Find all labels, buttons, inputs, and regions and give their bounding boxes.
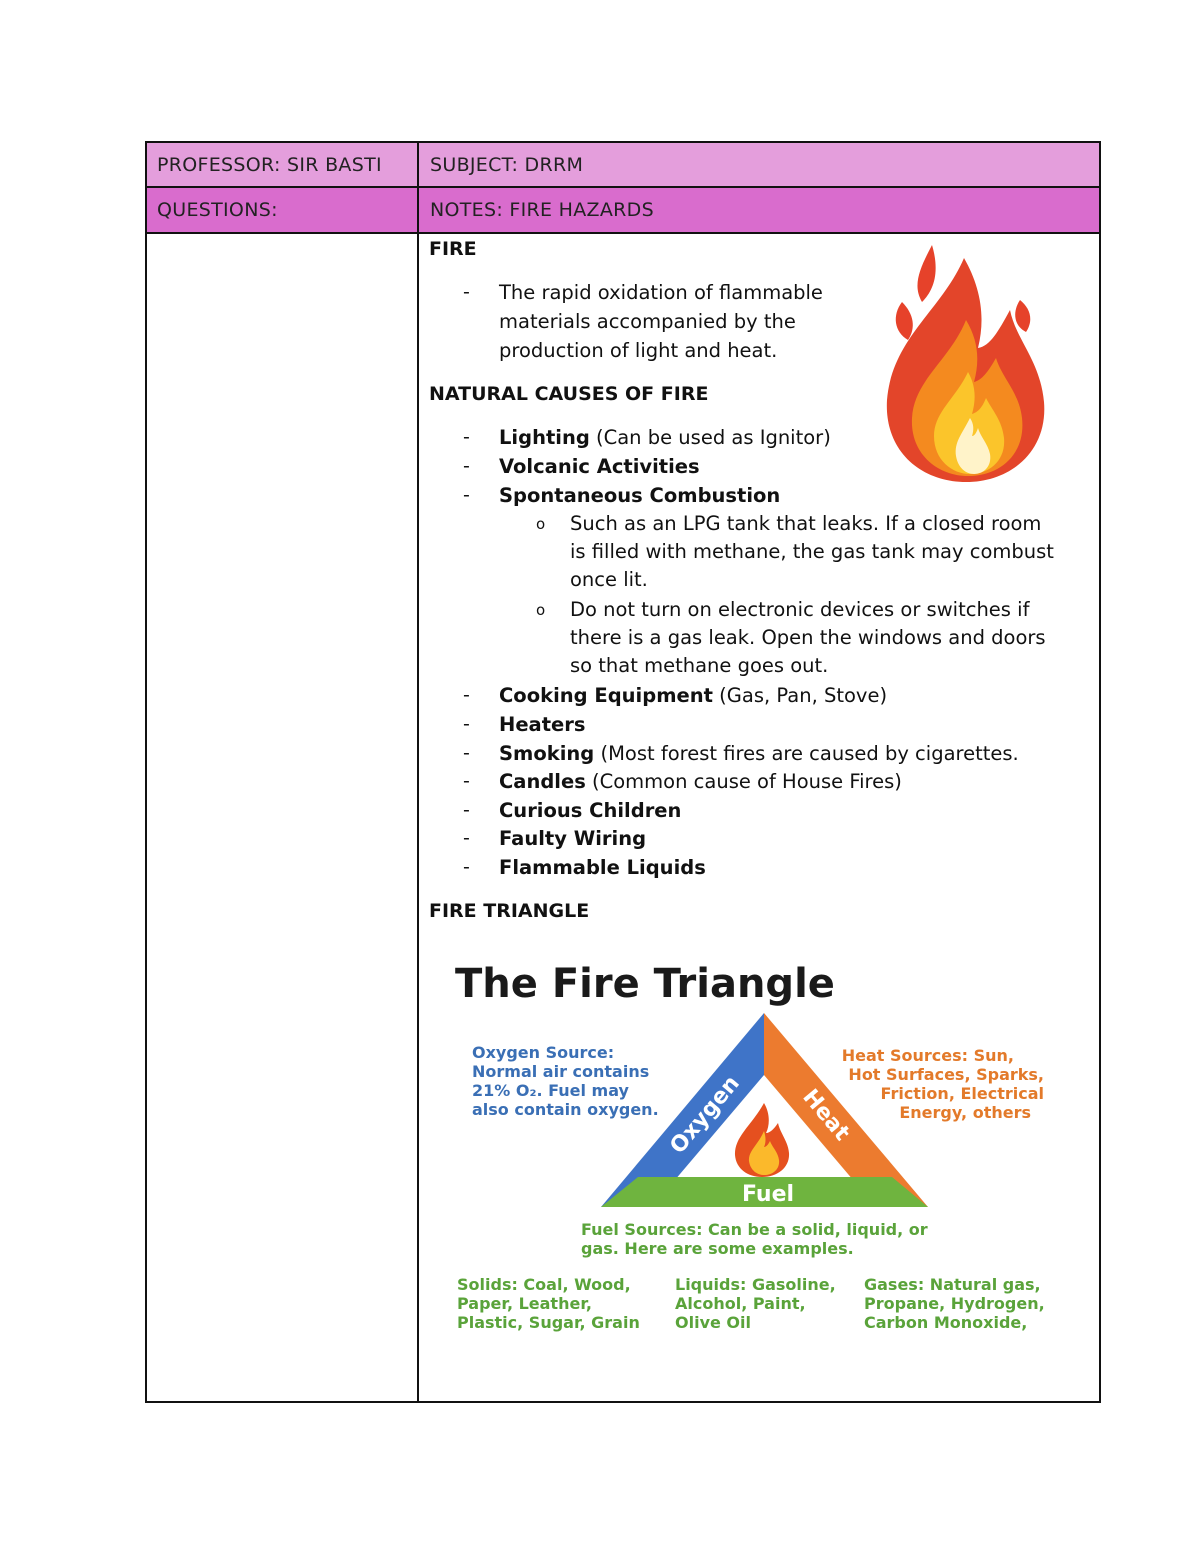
sub-bullet: o: [536, 601, 546, 619]
fuel-label: Fuel: [742, 1182, 795, 1207]
cause-name: Flammable Liquids: [499, 856, 706, 879]
heat-source-text: [842, 1046, 1044, 1122]
dash-bullet: -: [463, 455, 470, 477]
dash-bullet: -: [463, 484, 470, 506]
fire-definition-line: production of light and heat.: [499, 339, 778, 362]
solids-line: Solids: Coal, Wood,: [457, 1275, 631, 1294]
heat-label: Heat: [797, 1084, 855, 1146]
oxygen-text-line: also contain oxygen.: [472, 1100, 659, 1119]
small-flame-icon: [735, 1103, 789, 1177]
cause-detail: (Most forest fires are caused by cigarettes.: [594, 742, 1019, 765]
natural-causes-heading: NATURAL CAUSES OF FIRE: [429, 383, 709, 405]
cause-item: [499, 824, 646, 853]
fire-triangle-figure: [452, 955, 1062, 1340]
cause-name: Lighting: [499, 426, 590, 449]
dash-bullet: -: [463, 827, 470, 849]
subheader-row: [145, 186, 1101, 234]
gases-line: Propane, Hydrogen,: [864, 1294, 1045, 1313]
column-divider: [417, 141, 419, 1403]
solids-line: Plastic, Sugar, Grain: [457, 1313, 640, 1332]
heat-text-line: Hot Surfaces, Sparks,: [848, 1065, 1044, 1084]
sub-item-line: there is a gas leak. Open the windows and doors: [570, 626, 1046, 649]
cause-name: Cooking Equipment: [499, 684, 713, 707]
cause-item: [499, 423, 831, 452]
cause-detail: (Gas, Pan, Stove): [712, 684, 888, 707]
header-row: [145, 141, 1101, 188]
liquids-text: [675, 1275, 836, 1332]
sub-item-line: once lit.: [570, 568, 648, 591]
cause-item: [499, 796, 681, 825]
cause-name: Smoking: [499, 742, 595, 765]
cause-name: Faulty Wiring: [499, 827, 647, 850]
fire-emoji-icon: [882, 240, 1050, 485]
fuel-text-line: Fuel Sources: Can be a solid, liquid, or: [581, 1220, 928, 1239]
fire-definition-line: The rapid oxidation of flammable: [499, 281, 823, 304]
gases-line: Carbon Monoxide,: [864, 1313, 1028, 1332]
liquids-line: Olive Oil: [675, 1313, 751, 1332]
oxygen-text-line: 21% O₂. Fuel may: [472, 1081, 629, 1100]
fire-definition-line: materials accompanied by the: [499, 310, 796, 333]
sub-bullet: o: [536, 515, 546, 533]
cause-detail: (Can be used as Ignitor): [589, 426, 831, 449]
dash-bullet: -: [463, 770, 470, 792]
cause-item: [499, 481, 780, 510]
dash-bullet: -: [463, 856, 470, 878]
solids-text: [457, 1275, 640, 1332]
cause-name: Volcanic Activities: [499, 455, 700, 478]
fuel-source-text: [581, 1220, 928, 1258]
heat-text-line: Energy, others: [899, 1103, 1031, 1122]
dash-bullet: -: [463, 742, 470, 764]
sub-item-line: so that methane goes out.: [570, 654, 829, 677]
fuel-text-line: gas. Here are some examples.: [581, 1239, 854, 1258]
cause-item: [499, 853, 706, 882]
dash-bullet: -: [463, 684, 470, 706]
heat-text-line: Heat Sources: Sun,: [841, 1046, 1014, 1065]
liquids-line: Alcohol, Paint,: [675, 1294, 806, 1313]
cause-item: [499, 452, 700, 481]
questions-cell: QUESTIONS:: [157, 199, 278, 221]
oxygen-source-text: [472, 1043, 659, 1119]
subject-cell: SUBJECT: DRRM: [430, 153, 584, 176]
cause-item: [499, 739, 1019, 768]
oxygen-text-line: Normal air contains: [472, 1062, 650, 1081]
gases-text: [864, 1275, 1045, 1332]
cause-name: Candles: [499, 770, 586, 793]
sub-item-line: Do not turn on electronic devices or switches if: [570, 598, 1030, 621]
professor-cell: PROFESSOR: SIR BASTI: [157, 153, 382, 176]
gases-line: Gases: Natural gas,: [864, 1275, 1041, 1294]
dash-bullet: -: [463, 713, 470, 735]
figure-title: The Fire Triangle: [455, 961, 835, 1007]
cause-detail: (Common cause of House Fires): [585, 770, 902, 793]
cause-name: Curious Children: [499, 799, 682, 822]
oxygen-label: Oxygen: [665, 1071, 745, 1159]
dash-bullet: -: [463, 799, 470, 821]
cause-item: [499, 710, 585, 739]
dash-bullet: -: [463, 281, 470, 303]
cause-name: Spontaneous Combustion: [499, 484, 781, 507]
heat-text-line: Friction, Electrical: [880, 1084, 1044, 1103]
dash-bullet: -: [463, 426, 470, 448]
fire-heading: FIRE: [429, 238, 477, 260]
oxygen-text-line: Oxygen Source:: [472, 1043, 615, 1062]
liquids-line: Liquids: Gasoline,: [675, 1275, 836, 1294]
cause-item: [499, 681, 887, 710]
sub-item-line: Such as an LPG tank that leaks. If a closed room: [570, 512, 1042, 535]
solids-line: Paper, Leather,: [457, 1294, 592, 1313]
cause-item: [499, 767, 902, 796]
fire-triangle-heading: FIRE TRIANGLE: [429, 900, 590, 922]
cause-name: Heaters: [499, 713, 586, 736]
sub-item-line: is filled with methane, the gas tank may combust: [570, 540, 1054, 563]
notes-cell: NOTES: FIRE HAZARDS: [430, 199, 654, 221]
